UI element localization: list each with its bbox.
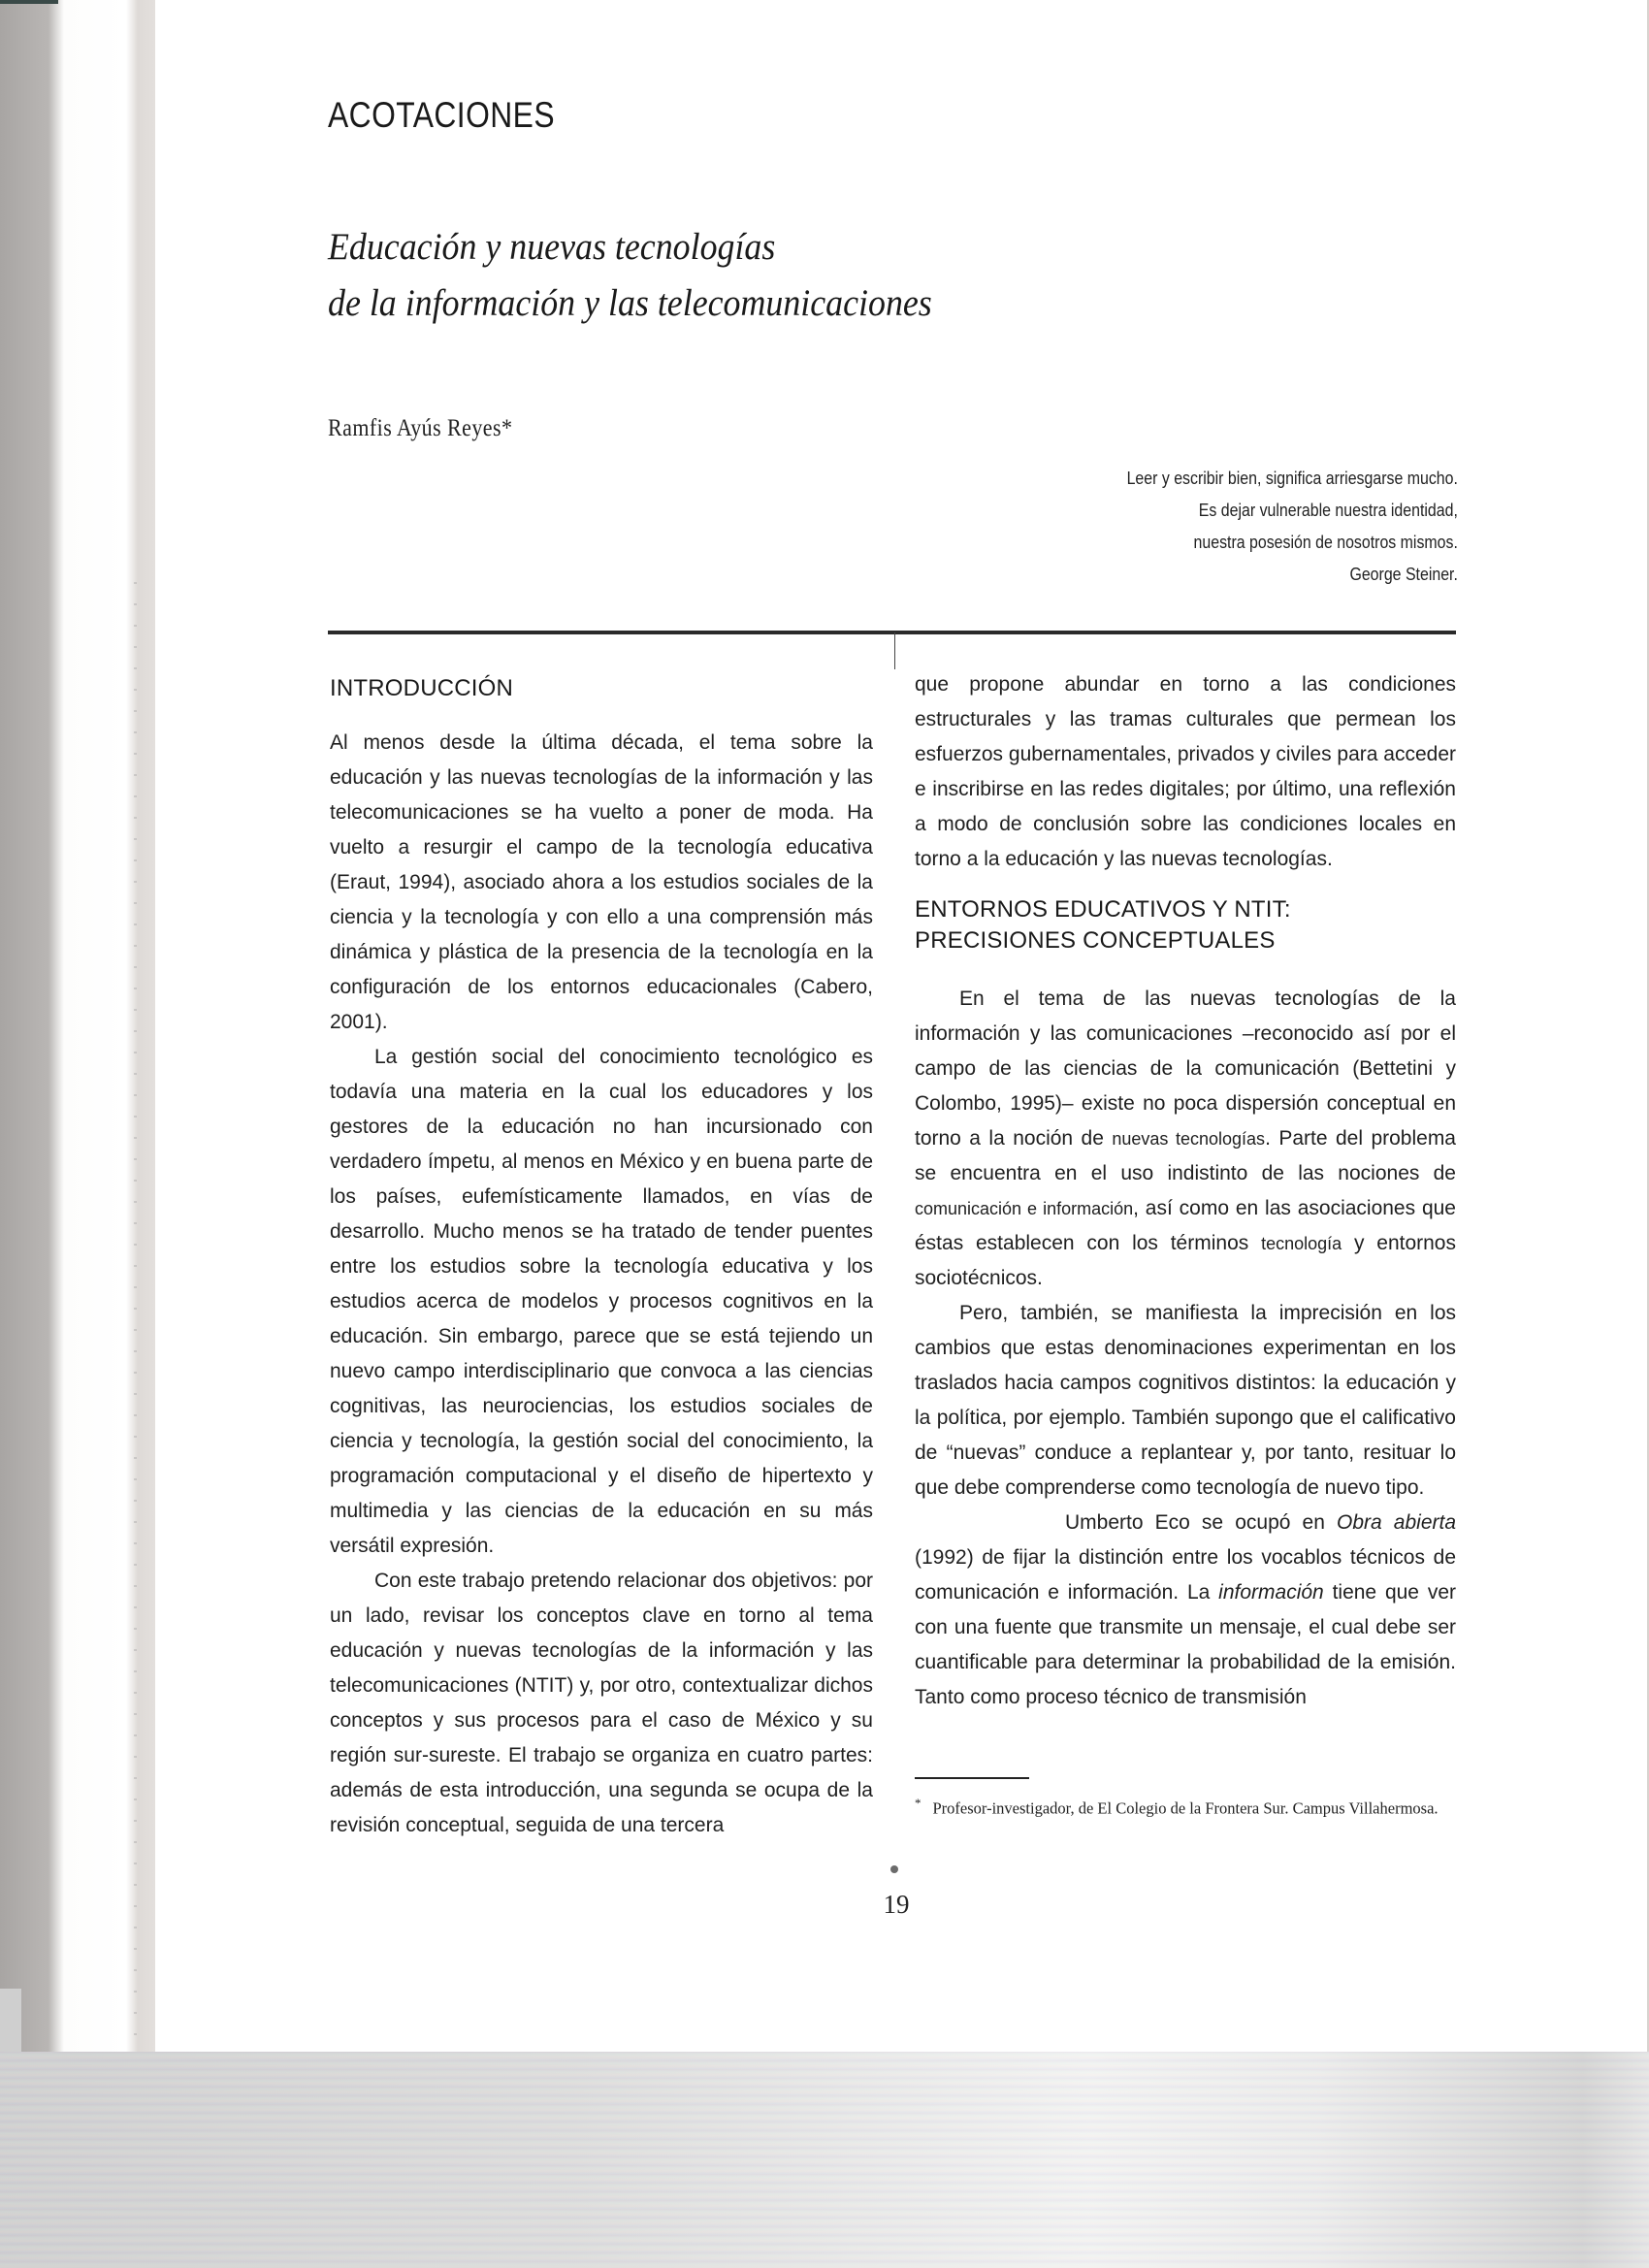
left-column xyxy=(330,667,873,1843)
body-paragraph xyxy=(915,982,1456,1296)
article-title-line-2: de la información y las telecomunicaciones xyxy=(328,282,932,324)
body-paragraph-continuation: que propone abundar en torno a las condiciones estructurales y las tramas culturales que permean los esfuerzos gubernamentales, privados y civiles para acceder e inscribirse en las redes digitales; por último, una reflexión a modo de conclusión sobre las condiciones locales en torno a la educación y las nuevas tecnologías. xyxy=(915,673,1456,870)
article-title xyxy=(328,219,932,332)
body-paragraph: Con este trabajo pretendo relacionar dos objetivos: por un lado, revisar los conceptos clave en torno al tema educación y nuevas tecnologías de la información y las telecomunicaciones (NTIT) y, por otro, contextualizar dichos conceptos y sus procesos para el caso de México y su región sur-sureste. El trabajo se organiza en cuatro partes: además de esta introducción, una segunda se ocupa de la revisión conceptual, seguida de una tercera xyxy=(330,1570,873,1836)
section-heading-introduccion: INTRODUCCIÓN xyxy=(330,675,514,701)
author-name: Ramfis Ayús Reyes* xyxy=(328,415,513,441)
section-heading-entornos: ENTORNOS EDUCATIVOS Y NTIT: PRECISIONES CONCEPTUALES xyxy=(915,896,1291,954)
text-run: Umberto Eco se ocupó en xyxy=(1065,1511,1337,1534)
footnote-rule xyxy=(915,1777,1029,1779)
body-paragraph: Al menos desde la última década, el tema sobre la educación y las nuevas tecnologías de la información y las telecomunicaciones se ha vuelto a poner de moda. Ha vuelto a resurgir el campo de la tecnología educativa (Eraut, 1994), asociado ahora a los estudios sociales de la ciencia y la tecnología y con ello a una comprensión más dinámica y plástica de la presencia de la tecnología en la configuración de los entornos educacionales (Cabero, 2001). xyxy=(330,731,873,1033)
section-label: ACOTACIONES xyxy=(328,95,555,135)
article-title-line-1: Educación y nuevas tecnologías xyxy=(328,226,776,268)
text-run: (1992) de fijar la distinción entre los vocablos técnicos de comunicación e información. La xyxy=(915,1546,1456,1604)
right-column xyxy=(915,667,1456,1715)
column-divider xyxy=(894,632,895,669)
body-paragraph: La gestión social del conocimiento tecnológico es todavía una materia en la cual los educadores y los gestores de la educación no han incursionado con verdadero ímpetu, al menos en México y en buena parte de los países, eufemísticamente llamados, en vías de desarrollo. Mucho menos se ha tratado de tender puentes entre los estudios sobre la tecnología educativa y los estudios acerca de modelos y procesos cognitivos en la educación. Sin embargo, parece que se está tejiendo un nuevo campo interdisciplinario que convoca a las ciencias cognitivas, las neurociencias, los estudios sociales de ciencia y tecnología, la gestión social del conocimiento, la programación computacional y el diseño de hipertexto y multimedia y las ciencias de la educación en su más versátil expresión. xyxy=(330,1046,873,1557)
footnote xyxy=(915,1790,1456,1822)
term-italic: información xyxy=(1218,1581,1324,1604)
text-run: En el tema de las nuevas tecnologías de la información y las comunicaciones –reconocido así por el campo de las ciencias de la comunicación (Bettetini y Colombo, 1995)– existe no poca dispersión conceptual en torno a la noción de xyxy=(915,988,1456,1150)
text-run-small: tecnología xyxy=(1261,1234,1342,1253)
text-run: y entornos sociotécnicos. xyxy=(915,1232,1456,1289)
epigraph-attribution: George Steiner. xyxy=(1349,564,1458,584)
page-number: 19 xyxy=(883,1890,910,1919)
text-run: , así como en las asociaciones que éstas establecen con los términos xyxy=(915,1197,1456,1254)
text-run: tiene que ver con una fuente que transmite un mensaje, el cual debe ser cuantificable para determinar la probabilidad de la emisión. Tanto como proceso técnico de transmisión xyxy=(915,1581,1456,1708)
page-dot xyxy=(890,1865,898,1873)
body-paragraph: Pero, también, se manifiesta la imprecisión en los cambios que estas denominaciones experimentan en los traslados hacia campos cognitivos distintos: la educación y la política, por ejemplo. También supongo que el calificativo de “nuevas” conduce a replantear y, por tanto, resituar lo que debe comprenderse como tecnología de nuevo tipo. xyxy=(915,1302,1456,1499)
body-paragraph xyxy=(915,1506,1456,1715)
book-title-italic: Obra abierta xyxy=(1337,1511,1457,1534)
epigraph-line: nuestra posesión de nosotros mismos. xyxy=(1193,532,1458,552)
scan-bottom-band xyxy=(0,2052,1649,2268)
text-run-small: comunicación e información xyxy=(915,1199,1134,1218)
footnote-mark: * xyxy=(915,1796,922,1810)
footnote-text: Profesor-investigador, de El Colegio de la Frontera Sur. Campus Villahermosa. xyxy=(932,1798,1439,1818)
text-run-small: nuevas tecnologías xyxy=(1112,1129,1266,1149)
scan-bottom-edge xyxy=(0,1989,21,2057)
header-rule xyxy=(328,631,1456,634)
text-run: . Parte del problema se encuentra en el uso indistinto de las nociones de xyxy=(915,1127,1456,1184)
epigraph-line: Leer y escribir bien, significa arriesgarse mucho. xyxy=(1126,468,1458,488)
epigraph-line: Es dejar vulnerable nuestra identidad, xyxy=(1198,500,1458,520)
epigraph xyxy=(1127,462,1458,590)
